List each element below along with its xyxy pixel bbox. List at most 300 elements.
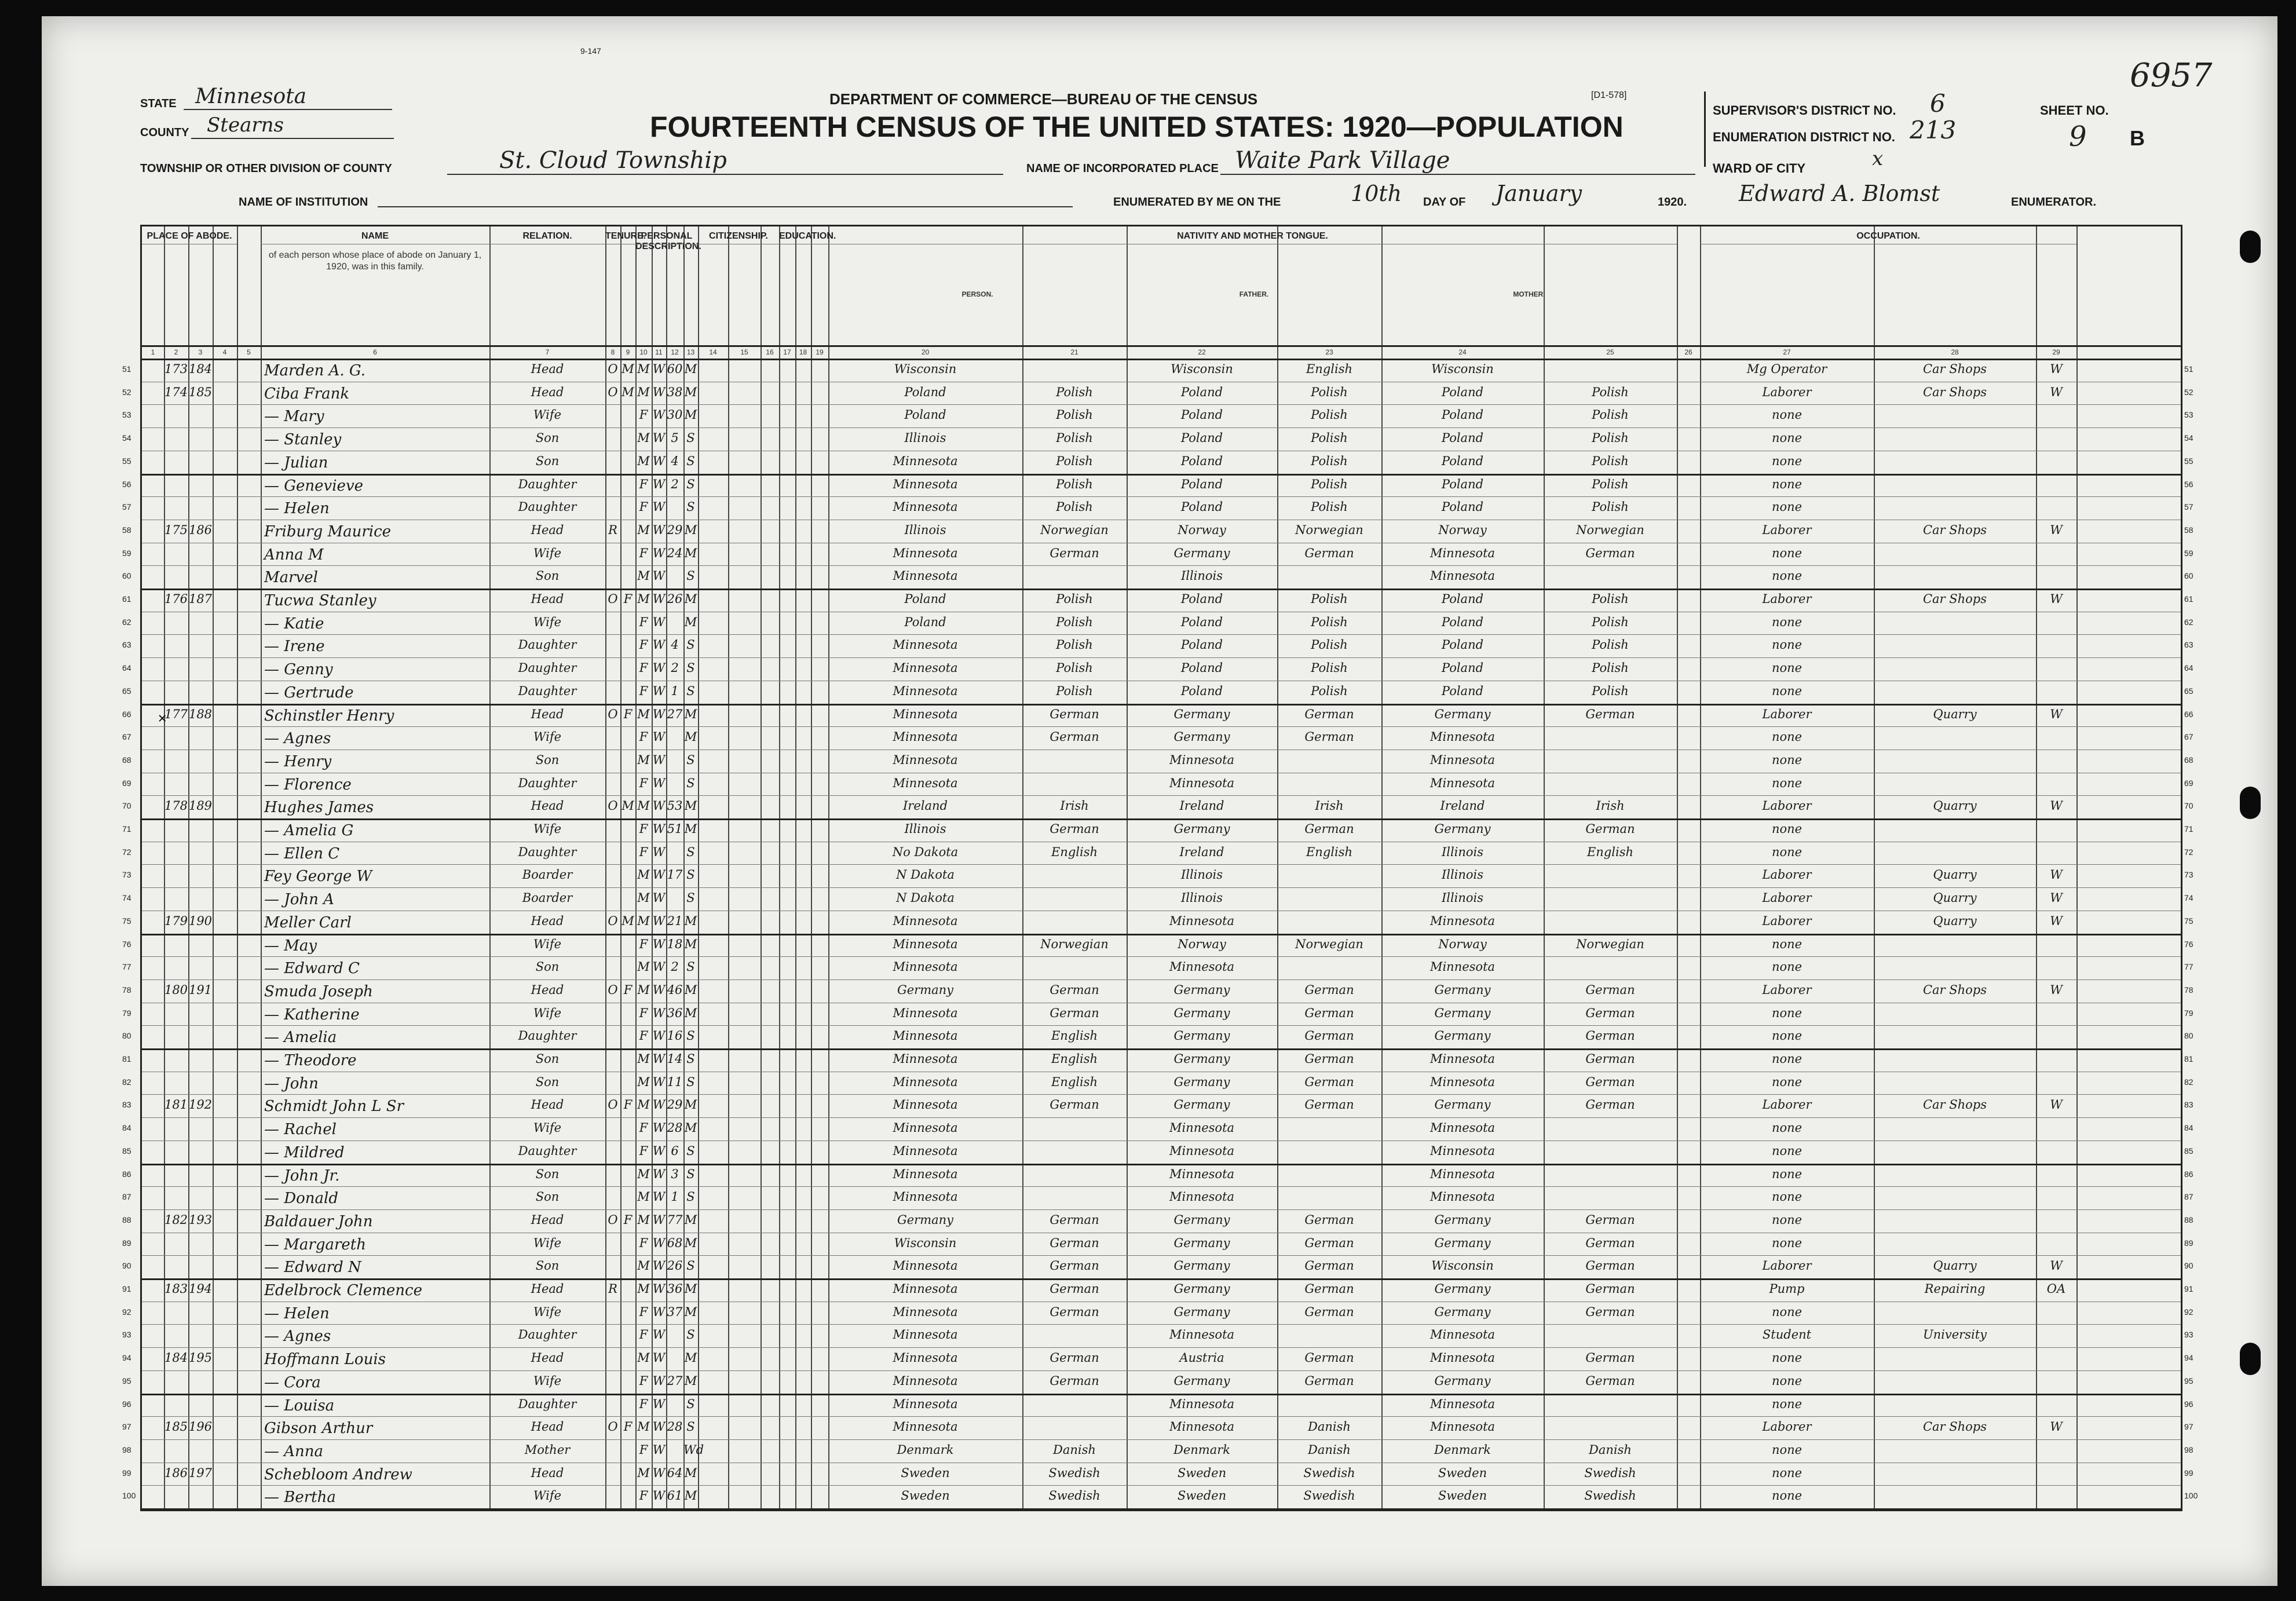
line-number-right: 77 <box>2184 962 2193 972</box>
cell-fbirth: Poland <box>1180 638 1223 652</box>
cell-sex: F <box>639 1121 648 1135</box>
cell-tongue: Irish <box>1060 799 1089 813</box>
cell-color: W <box>652 1029 666 1043</box>
state-value: Minnesota <box>195 85 307 108</box>
cell-rel: Head <box>531 1351 564 1365</box>
row-rule <box>142 657 2181 658</box>
cell-sex: M <box>637 1212 650 1227</box>
cell-sex: F <box>639 776 648 790</box>
cell-occ: none <box>1771 1074 1803 1089</box>
cell-fbirth: Minnesota <box>1169 1121 1235 1135</box>
form-code: [D1-578] <box>1591 90 1627 100</box>
cell-emp: W <box>2050 1098 2063 1112</box>
cell-age: 4 <box>671 454 679 468</box>
cell-birth: Poland <box>904 385 946 399</box>
cell-mbirth: Wisconsin <box>1431 1259 1494 1273</box>
cell-age: 61 <box>667 1489 683 1503</box>
cell-house: 175 <box>164 522 188 537</box>
cell-rel: Wife <box>533 615 562 629</box>
cell-sex: M <box>637 960 650 974</box>
row-rule <box>142 1025 2181 1026</box>
cell-occ: none <box>1771 937 1803 951</box>
column-group-header: PLACE OF ABODE. <box>147 231 232 241</box>
column-group-header: NAME <box>361 231 389 241</box>
cell-name: — May <box>264 937 317 955</box>
column-number: 14 <box>709 348 717 356</box>
cell-mar: S <box>686 891 695 905</box>
cell-rel: Head <box>531 1282 564 1296</box>
cell-sex: M <box>637 1098 650 1112</box>
cell-tenure: O <box>608 1212 618 1227</box>
line-number: 89 <box>122 1238 131 1248</box>
cell-ftongue: German <box>1304 982 1354 997</box>
line-number: 90 <box>122 1261 131 1271</box>
cell-age: 26 <box>667 1259 683 1273</box>
cell-mar: M <box>684 1282 697 1296</box>
cell-sex: M <box>637 1167 650 1181</box>
cell-color: W <box>652 1420 666 1434</box>
row-rule <box>142 427 2181 428</box>
cell-ind: Car Shops <box>1922 385 1987 399</box>
cell-birth: N Dakota <box>896 868 955 882</box>
cell-ftongue: Polish <box>1311 683 1348 698</box>
cell-birth: No Dakota <box>892 845 959 859</box>
line-number-right: 64 <box>2184 663 2193 673</box>
cell-rel: Wife <box>533 1304 562 1319</box>
column-number: 1 <box>151 348 155 356</box>
cell-name: — Theodore <box>264 1052 357 1069</box>
cell-tenure: O <box>608 799 618 813</box>
cell-mar: M <box>684 408 697 422</box>
cell-name: — Anna <box>264 1442 324 1460</box>
cell-name: — Mildred <box>264 1143 345 1161</box>
cell-occ: none <box>1771 1190 1803 1204</box>
cell-m: F <box>623 592 633 606</box>
cell-tongue: Polish <box>1056 431 1093 445</box>
cell-color: W <box>652 937 666 951</box>
cell-name: — Agnes <box>264 1328 331 1346</box>
cell-birth: Minnesota <box>893 960 958 974</box>
cell-ftongue: German <box>1304 1212 1354 1227</box>
cell-mtongue: German <box>1585 1029 1635 1043</box>
cell-age: 77 <box>667 1212 683 1227</box>
cell-mbirth: Germany <box>1434 1282 1491 1296</box>
cell-ind: Car Shops <box>1922 1098 1987 1112</box>
cell-mar: S <box>686 431 695 445</box>
cell-ind: Quarry <box>1933 707 1977 721</box>
column-divider <box>605 226 606 1509</box>
cell-name: Schmidt John L Sr <box>264 1098 404 1116</box>
cell-color: W <box>652 1143 666 1158</box>
line-number: 61 <box>122 594 131 604</box>
cell-age: 2 <box>671 960 679 974</box>
cell-fbirth: Norway <box>1178 937 1226 951</box>
cell-ftongue: German <box>1304 730 1354 744</box>
cell-sex: M <box>637 799 650 813</box>
cell-rel: Daughter <box>518 661 577 675</box>
cell-sex: M <box>637 522 650 537</box>
line-number: 67 <box>122 732 131 742</box>
column-group-header: EDUCATION. <box>779 231 836 241</box>
cell-name: Hoffmann Louis <box>264 1351 386 1369</box>
cell-house: 185 <box>164 1420 188 1434</box>
cell-occ: none <box>1771 1304 1803 1319</box>
line-number: 74 <box>122 893 131 903</box>
row-rule <box>142 1209 2181 1210</box>
cell-mbirth: Minnesota <box>1429 1121 1496 1135</box>
cell-ftongue: German <box>1304 1236 1354 1250</box>
column-divider <box>237 226 238 1509</box>
column-number: 28 <box>1951 348 1959 356</box>
row-rule <box>142 404 2181 405</box>
cell-ftongue: German <box>1304 1304 1354 1319</box>
cell-mtongue: Polish <box>1592 408 1629 422</box>
cell-mtongue: Polish <box>1592 500 1629 514</box>
cell-mbirth: Illinois <box>1441 891 1484 905</box>
cell-color: W <box>652 1259 666 1273</box>
cell-m: F <box>623 1212 633 1227</box>
cell-sex: M <box>637 913 650 928</box>
cell-m: M <box>621 913 634 928</box>
cell-ind: Car Shops <box>1922 522 1987 537</box>
cell-age: 21 <box>667 913 683 928</box>
cell-tongue: Polish <box>1056 477 1093 491</box>
cell-mtongue: Swedish <box>1584 1465 1636 1480</box>
cell-birth: Wisconsin <box>894 1236 957 1250</box>
cell-m: F <box>623 707 633 721</box>
cell-tenure: O <box>608 707 618 721</box>
cell-tongue: Danish <box>1053 1442 1096 1457</box>
row-rule <box>142 1255 2181 1256</box>
cell-birth: Minnesota <box>893 1373 958 1388</box>
cell-color: W <box>652 1098 666 1112</box>
line-number-right: 60 <box>2184 571 2193 581</box>
cell-occ: none <box>1771 1029 1803 1043</box>
cell-family: 188 <box>188 707 213 721</box>
cell-rel: Son <box>535 1052 560 1066</box>
cell-color: W <box>652 1465 666 1480</box>
cell-emp: W <box>2050 982 2063 997</box>
cell-mbirth: Poland <box>1441 477 1484 491</box>
cell-tongue: Polish <box>1056 385 1093 399</box>
cell-emp: W <box>2050 799 2063 813</box>
cell-age: 18 <box>667 937 683 951</box>
margin-mark: ✕ <box>155 713 170 723</box>
column-number: 6 <box>373 348 377 356</box>
cell-mbirth: Sweden <box>1438 1489 1487 1503</box>
cell-birth: Germany <box>897 982 954 997</box>
nativity-subheader: PERSON. <box>961 290 993 298</box>
cell-sex: F <box>639 1029 648 1043</box>
punch-hole <box>2240 1343 2261 1375</box>
cell-fbirth: Minnesota <box>1169 752 1235 767</box>
cell-sex: F <box>639 1397 648 1411</box>
cell-birth: Poland <box>904 592 946 606</box>
cell-color: W <box>652 982 666 997</box>
cell-ftongue: Swedish <box>1303 1489 1355 1503</box>
cell-mtongue: German <box>1585 822 1635 836</box>
cell-color: W <box>652 638 666 652</box>
cell-age: 51 <box>667 822 683 836</box>
column-divider <box>698 226 699 1509</box>
line-number-right: 74 <box>2184 893 2193 903</box>
cell-emp: W <box>2050 707 2063 721</box>
cell-birth: Minnesota <box>893 1167 958 1181</box>
cell-fbirth: Illinois <box>1180 891 1223 905</box>
cell-occ: none <box>1771 845 1803 859</box>
stamp-number: 6957 <box>2130 57 2213 94</box>
row-rule <box>142 496 2181 497</box>
cell-color: W <box>652 1236 666 1250</box>
nativity-subheader: MOTHER. <box>1513 290 1545 298</box>
cell-name: — Edward N <box>264 1259 361 1277</box>
cell-fbirth: Germany <box>1173 1373 1230 1388</box>
cell-occ: none <box>1771 638 1803 652</box>
cell-occ: none <box>1771 546 1803 560</box>
cell-name: — Amelia G <box>264 822 354 839</box>
cell-occ: Laborer <box>1762 891 1812 905</box>
cell-color: W <box>652 1282 666 1296</box>
cell-name: — Ellen C <box>264 845 340 862</box>
cell-rel: Head <box>531 362 564 376</box>
cell-house: 176 <box>164 592 188 606</box>
line-number-right: 80 <box>2184 1031 2193 1041</box>
cell-mbirth: Minnesota <box>1429 546 1496 560</box>
line-number-right: 68 <box>2184 755 2193 765</box>
column-number: 19 <box>816 348 824 356</box>
cell-fbirth: Poland <box>1180 615 1223 629</box>
cell-birth: Minnesota <box>893 1397 958 1411</box>
cell-occ: none <box>1771 1351 1803 1365</box>
cell-sex: M <box>637 569 650 583</box>
institution-label: NAME OF INSTITUTION <box>239 196 368 209</box>
cell-fbirth: Poland <box>1180 408 1223 422</box>
cell-family: 184 <box>188 362 213 376</box>
cell-color: W <box>652 661 666 675</box>
cell-rel: Head <box>531 1212 564 1227</box>
cell-fbirth: Poland <box>1180 385 1223 399</box>
cell-mbirth: Poland <box>1441 454 1484 468</box>
cell-rel: Head <box>531 1098 564 1112</box>
cell-rel: Boarder <box>522 891 573 905</box>
cell-mar: S <box>686 1190 695 1204</box>
cell-family: 197 <box>188 1465 213 1480</box>
line-number-right: 100 <box>2184 1491 2198 1501</box>
nativity-subheader: FATHER. <box>1239 290 1269 298</box>
cell-fbirth: Germany <box>1173 1212 1230 1227</box>
cell-sex: F <box>639 730 648 744</box>
cell-mbirth: Poland <box>1441 408 1484 422</box>
line-number-right: 56 <box>2184 479 2193 489</box>
cell-mbirth: Germany <box>1434 822 1491 836</box>
cell-rel: Son <box>535 960 560 974</box>
cell-birth: Wisconsin <box>894 362 957 376</box>
cell-fbirth: Poland <box>1180 500 1223 514</box>
cell-rel: Head <box>531 982 564 997</box>
cell-ind: Car Shops <box>1922 982 1987 997</box>
cell-rel: Wife <box>533 937 562 951</box>
cell-birth: Sweden <box>901 1489 950 1503</box>
cell-mtongue: German <box>1585 1006 1635 1020</box>
line-number-right: 97 <box>2184 1422 2193 1432</box>
cell-sex: M <box>637 592 650 606</box>
cell-mar: S <box>686 1259 695 1273</box>
cell-mar: S <box>686 477 695 491</box>
cell-tongue: Polish <box>1056 683 1093 698</box>
cell-occ: none <box>1771 500 1803 514</box>
cell-color: W <box>652 683 666 698</box>
cell-ftongue: Polish <box>1311 454 1348 468</box>
cell-rel: Son <box>535 569 560 583</box>
cell-tenure: R <box>608 1282 617 1296</box>
cell-age: 11 <box>667 1074 683 1089</box>
column-number: 27 <box>1783 348 1791 356</box>
cell-sex: F <box>639 1489 648 1503</box>
cell-fbirth: Germany <box>1173 707 1230 721</box>
cell-age: 1 <box>671 1190 679 1204</box>
cell-emp: W <box>2050 891 2063 905</box>
cell-birth: Illinois <box>904 431 946 445</box>
cell-ftongue: Danish <box>1308 1442 1351 1457</box>
cell-mar: S <box>686 638 695 652</box>
cell-color: W <box>652 408 666 422</box>
cell-ftongue: Polish <box>1311 615 1348 629</box>
cell-emp: W <box>2050 362 2063 376</box>
cell-sex: M <box>637 454 650 468</box>
column-number: 18 <box>799 348 807 356</box>
cell-name: Schinstler Henry <box>264 707 394 725</box>
column-divider <box>213 226 214 1509</box>
cell-sex: F <box>639 1442 648 1457</box>
cell-sex: M <box>637 1259 650 1273</box>
row-rule <box>142 1048 2181 1050</box>
cell-fbirth: Germany <box>1173 1074 1230 1089</box>
cell-rel: Wife <box>533 1121 562 1135</box>
cell-fbirth: Minnesota <box>1169 1328 1235 1342</box>
line-number: 83 <box>122 1100 131 1110</box>
cell-color: W <box>652 362 666 376</box>
column-number: 16 <box>766 348 774 356</box>
cell-sex: F <box>639 845 648 859</box>
cell-occ: Laborer <box>1762 1098 1812 1112</box>
cell-mar: S <box>686 1052 695 1066</box>
cell-mtongue: Polish <box>1592 615 1629 629</box>
cell-occ: none <box>1771 1236 1803 1250</box>
column-number: 4 <box>222 348 227 356</box>
cell-mar: Wd <box>683 1442 704 1457</box>
cell-mbirth: Poland <box>1441 683 1484 698</box>
cell-mtongue: Danish <box>1589 1442 1632 1457</box>
cell-tongue: English <box>1051 1074 1098 1089</box>
line-number: 84 <box>122 1123 131 1133</box>
cell-mar: M <box>684 730 697 744</box>
cell-rel: Daughter <box>518 683 577 698</box>
cell-color: W <box>652 799 666 813</box>
row-rule <box>142 818 2181 820</box>
line-number-right: 99 <box>2184 1468 2193 1478</box>
cell-fbirth: Poland <box>1180 592 1223 606</box>
cell-fbirth: Poland <box>1180 431 1223 445</box>
incorporated-value: Waite Park Village <box>1235 147 1450 174</box>
cell-sex: M <box>637 868 650 882</box>
cell-color: W <box>652 569 666 583</box>
cell-mbirth: Poland <box>1441 592 1484 606</box>
cell-color: W <box>652 546 666 560</box>
cell-family: 193 <box>188 1212 213 1227</box>
cell-occ: none <box>1771 1212 1803 1227</box>
cell-birth: Minnesota <box>893 1328 958 1342</box>
cell-tongue: English <box>1051 845 1098 859</box>
cell-mtongue: German <box>1585 1098 1635 1112</box>
column-number: 21 <box>1070 348 1078 356</box>
cell-ind: Repairing <box>1924 1282 1986 1296</box>
line-number: 57 <box>122 502 131 512</box>
line-number-right: 86 <box>2184 1169 2193 1179</box>
name-column-instructions: of each person whose place of abode on January 1, 1920, was in this family. <box>268 250 482 272</box>
cell-fbirth: Minnesota <box>1169 1420 1235 1434</box>
line-number-right: 59 <box>2184 548 2193 558</box>
line-number: 97 <box>122 1422 131 1432</box>
cell-color: W <box>652 1373 666 1388</box>
cell-age: 64 <box>667 1465 683 1480</box>
cell-mar: M <box>684 913 697 928</box>
cell-ftongue: Norwegian <box>1295 937 1363 951</box>
cell-ftongue: Polish <box>1311 408 1348 422</box>
cell-fbirth: Sweden <box>1177 1465 1227 1480</box>
row-rule <box>142 1094 2181 1095</box>
cell-mar: M <box>684 385 697 399</box>
cell-tongue: Polish <box>1056 454 1093 468</box>
cell-occ: none <box>1771 569 1803 583</box>
cell-sex: F <box>639 408 648 422</box>
enumerated-month: January <box>1496 181 1582 206</box>
sheet-side: B <box>2130 126 2145 150</box>
page-title: FOURTEENTH CENSUS OF THE UNITED STATES: 1920—POPULATION <box>650 111 1624 143</box>
state-label: STATE <box>140 97 177 110</box>
township-value: St. Cloud Township <box>499 147 727 174</box>
cell-name: — Henry <box>264 752 332 770</box>
cell-birth: Minnesota <box>893 1121 958 1135</box>
cell-rel: Boarder <box>522 868 573 882</box>
column-divider <box>761 226 762 1509</box>
header-rule <box>142 345 2181 347</box>
cell-color: W <box>652 1212 666 1227</box>
row-rule <box>142 474 2181 476</box>
cell-occ: Laborer <box>1762 592 1812 606</box>
cell-name: — Agnes <box>264 730 331 748</box>
cell-tongue: German <box>1050 730 1099 744</box>
cell-house: 183 <box>164 1282 188 1296</box>
column-number: 2 <box>174 348 178 356</box>
line-number-right: 70 <box>2184 801 2193 811</box>
cell-sex: F <box>639 1143 648 1158</box>
cell-mtongue: Polish <box>1592 477 1629 491</box>
line-number: 80 <box>122 1031 131 1041</box>
cell-fbirth: Austria <box>1179 1351 1224 1365</box>
row-rule <box>142 565 2181 566</box>
column-number: 5 <box>247 348 251 356</box>
line-number: 92 <box>122 1307 131 1317</box>
line-number: 64 <box>122 663 131 673</box>
cell-mtongue: German <box>1585 1236 1635 1250</box>
cell-rel: Wife <box>533 408 562 422</box>
cell-ftongue: Polish <box>1311 385 1348 399</box>
cell-tongue: German <box>1050 1373 1099 1388</box>
cell-birth: Minnesota <box>893 1029 958 1043</box>
cell-mbirth: Poland <box>1441 638 1484 652</box>
cell-name: Schebloom Andrew <box>264 1465 412 1483</box>
cell-age: 28 <box>667 1121 683 1135</box>
